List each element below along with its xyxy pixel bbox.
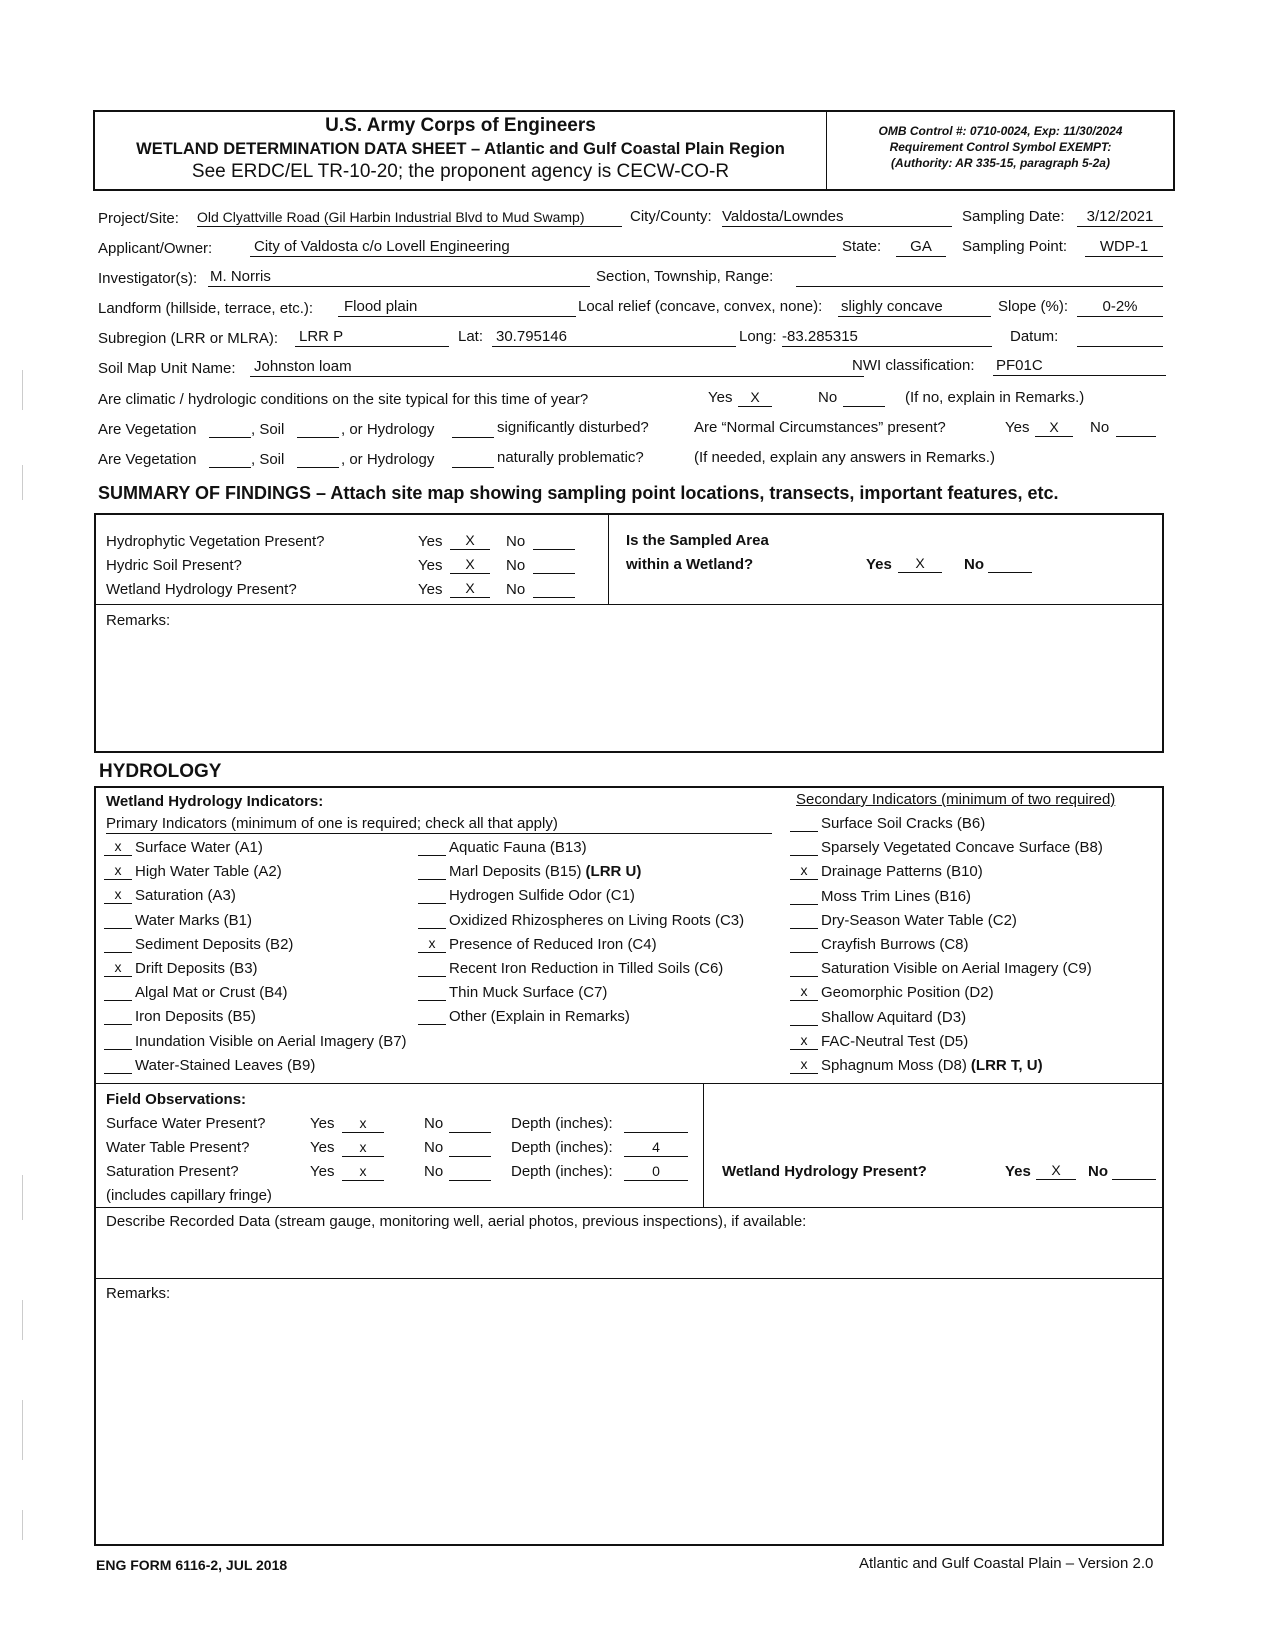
summary-divider bbox=[608, 513, 609, 605]
climatic-no-label: No bbox=[818, 389, 838, 406]
primary-indicator-label bbox=[135, 1033, 407, 1051]
hydrophytic-no-label: No bbox=[506, 533, 526, 550]
climatic-question: Are climatic / hydrologic conditions on the site typical for this time of year? bbox=[98, 391, 589, 408]
primary-indicator-text: Sediment Deposits (B2) bbox=[135, 935, 294, 953]
secondary-indicator-checkbox[interactable]: x bbox=[790, 1056, 818, 1074]
primary-indicator-checkbox[interactable] bbox=[418, 886, 446, 904]
secondary-indicator-label bbox=[821, 960, 1092, 978]
secondary-indicator-label bbox=[821, 936, 969, 954]
date-field[interactable]: 3/12/2021 bbox=[1077, 208, 1163, 227]
relief-label: Local relief (concave, convex, none): bbox=[578, 298, 823, 315]
secondary-indicator-checkbox[interactable] bbox=[790, 935, 818, 953]
subregion-field[interactable]: LRR P bbox=[295, 328, 449, 347]
normal-question: Are “Normal Circumstances” present? bbox=[694, 419, 946, 436]
secondary-indicator-label bbox=[821, 815, 985, 833]
sampled-area-question-1: Is the Sampled Area bbox=[626, 532, 769, 549]
primary-indicator-text: Water-Stained Leaves (B9) bbox=[135, 1056, 316, 1074]
state-label: State: bbox=[842, 238, 882, 255]
hydro-problematic-blank[interactable] bbox=[452, 451, 494, 468]
summary-remarks-label: Remarks: bbox=[106, 612, 171, 629]
hydrophytic-yes-mark[interactable]: X bbox=[450, 532, 490, 550]
primary-indicator-text: Recent Iron Reduction in Tilled Soils (C6) bbox=[449, 960, 724, 977]
sampled-yes-label: Yes bbox=[866, 556, 892, 573]
sampled-no-label: No bbox=[964, 556, 984, 573]
primary-indicator-label bbox=[449, 912, 744, 930]
water-table-no-mark[interactable] bbox=[449, 1139, 491, 1157]
primary-indicator-label bbox=[449, 984, 607, 1002]
saturation-label: Saturation Present? bbox=[106, 1163, 239, 1180]
soil-field[interactable]: Johnston loam bbox=[250, 358, 864, 377]
secondary-indicator-label bbox=[821, 1033, 968, 1051]
primary-indicator-label bbox=[449, 936, 657, 954]
primary-indicator-region-note: (LRR U) bbox=[585, 863, 642, 881]
field-obs-divider bbox=[703, 1083, 704, 1208]
omb-requirement: Requirement Control Symbol EXEMPT: bbox=[889, 140, 1112, 154]
city-label: City/County: bbox=[630, 208, 712, 225]
primary-indicator-checkbox[interactable]: x bbox=[104, 959, 132, 977]
investigator-field[interactable]: M. Norris bbox=[208, 268, 590, 287]
datum-field[interactable] bbox=[1077, 328, 1163, 347]
scan-mark bbox=[22, 465, 23, 500]
hydrology-remarks-area[interactable] bbox=[106, 1305, 1156, 1540]
wetland-hydrology-present-label: Wetland Hydrology Present? bbox=[722, 1163, 927, 1180]
hydric-soil-label: Hydric Soil Present? bbox=[106, 557, 242, 574]
section-label: Section, Township, Range: bbox=[596, 268, 774, 285]
saturation-depth[interactable]: 0 bbox=[624, 1163, 688, 1181]
lat-label: Lat: bbox=[458, 328, 484, 345]
secondary-indicator-checkbox[interactable] bbox=[790, 911, 818, 929]
primary-indicator-label bbox=[449, 1008, 630, 1026]
lat-field[interactable]: 30.795146 bbox=[492, 328, 736, 347]
state-field[interactable]: GA bbox=[896, 238, 946, 257]
primary-indicator-text: Algal Mat or Crust (B4) bbox=[135, 984, 288, 1002]
surface-water-label: Surface Water Present? bbox=[106, 1115, 266, 1132]
primary-indicator-checkbox[interactable]: x bbox=[104, 838, 132, 856]
normal-yes-mark[interactable]: X bbox=[1035, 419, 1073, 437]
hydrology-remarks-label: Remarks: bbox=[106, 1285, 171, 1302]
surface-water-depth-label: Depth (inches): bbox=[511, 1115, 613, 1132]
saturation-yes-mark[interactable]: x bbox=[342, 1163, 384, 1181]
capillary-note: (includes capillary fringe) bbox=[106, 1187, 272, 1204]
applicant-label: Applicant/Owner: bbox=[98, 240, 213, 257]
primary-indicator-label bbox=[135, 912, 252, 930]
wh-no-label: No bbox=[1088, 1163, 1108, 1180]
wh-no-mark[interactable] bbox=[1112, 1162, 1156, 1180]
saturation-depth-label: Depth (inches): bbox=[511, 1163, 613, 1180]
soil-q-label-2: , Soil bbox=[251, 451, 285, 468]
primary-indicator-label bbox=[135, 839, 263, 857]
describe-recorded-data-area[interactable] bbox=[106, 1234, 1156, 1274]
surface-water-no-label: No bbox=[424, 1115, 444, 1132]
primary-indicator-checkbox[interactable]: x bbox=[104, 862, 132, 880]
hydric-yes-label: Yes bbox=[418, 557, 443, 574]
wetland-hydrology-label: Wetland Hydrology Present? bbox=[106, 581, 297, 598]
climatic-no-mark[interactable] bbox=[843, 389, 885, 407]
secondary-indicator-text: Geomorphic Position (D2) bbox=[821, 984, 994, 1002]
primary-indicator-text: Saturation (A3) bbox=[135, 887, 236, 905]
primary-indicator-checkbox[interactable] bbox=[104, 1007, 132, 1025]
project-label: Project/Site: bbox=[98, 210, 179, 227]
soil-label: Soil Map Unit Name: bbox=[98, 360, 236, 377]
primary-indicator-text: Presence of Reduced Iron (C4) bbox=[449, 935, 657, 953]
climatic-yes-mark[interactable]: X bbox=[738, 389, 772, 407]
sampling-point-field[interactable]: WDP-1 bbox=[1085, 238, 1163, 257]
primary-indicator-text: Iron Deposits (B5) bbox=[135, 1008, 256, 1026]
normal-no-label: No bbox=[1090, 419, 1110, 436]
primary-indicator-label bbox=[135, 936, 293, 954]
wetland-hydrology-no-mark[interactable] bbox=[533, 580, 575, 598]
secondary-indicator-checkbox[interactable] bbox=[790, 838, 818, 856]
header-divider bbox=[826, 110, 827, 191]
primary-indicator-label bbox=[449, 887, 635, 905]
hydrology-heading: HYDROLOGY bbox=[99, 761, 222, 782]
form-number: ENG FORM 6116-2, JUL 2018 bbox=[96, 1557, 288, 1573]
summary-heading: SUMMARY OF FINDINGS – Attach site map showing sampling point locations, transects, important features, etc. bbox=[98, 483, 1059, 503]
primary-indicator-text: Other (Explain in Remarks) bbox=[449, 1008, 630, 1026]
hydrophytic-yes-label: Yes bbox=[418, 533, 443, 550]
indicators-title: Wetland Hydrology Indicators: bbox=[106, 793, 324, 810]
secondary-indicators-title: Secondary Indicators (minimum of two required) bbox=[796, 791, 1116, 808]
sampled-no-mark[interactable] bbox=[988, 555, 1032, 573]
primary-indicator-checkbox[interactable]: x bbox=[104, 886, 132, 904]
summary-remarks-area[interactable] bbox=[180, 610, 1155, 745]
describe-bottom-line bbox=[94, 1278, 1164, 1279]
wetland-hydrology-yes-mark[interactable]: X bbox=[450, 580, 490, 598]
investigator-label: Investigator(s): bbox=[98, 270, 198, 287]
omb-authority: (Authority: AR 335-15, paragraph 5-2a) bbox=[891, 156, 1110, 170]
sampled-yes-mark[interactable]: X bbox=[898, 555, 942, 573]
slope-label: Slope (%): bbox=[998, 298, 1069, 315]
surface-water-depth[interactable] bbox=[624, 1115, 688, 1133]
normal-no-mark[interactable] bbox=[1116, 419, 1156, 437]
date-label: Sampling Date: bbox=[962, 208, 1065, 225]
secondary-indicator-text: Moss Trim Lines (B16) bbox=[821, 887, 972, 905]
surface-water-no-mark[interactable] bbox=[449, 1115, 491, 1133]
primary-indicator-label bbox=[135, 960, 258, 978]
secondary-indicator-text: Sparsely Vegetated Concave Surface (B8) bbox=[821, 839, 1103, 857]
primary-indicator-label bbox=[449, 839, 587, 857]
wetland-hydrology-yes-label: Yes bbox=[418, 581, 443, 598]
hydro-disturbed-blank[interactable] bbox=[452, 421, 494, 438]
primary-indicator-text: Oxidized Rhizospheres on Living Roots (C3) bbox=[449, 911, 745, 929]
primary-indicator-label bbox=[135, 887, 236, 905]
primary-indicator-text: Thin Muck Surface (C7) bbox=[449, 984, 608, 1002]
veg-label-2: Are Vegetation bbox=[98, 451, 197, 468]
secondary-indicator-label bbox=[821, 863, 983, 881]
city-field[interactable]: Valdosta/Lowndes bbox=[722, 208, 952, 227]
veg-disturbed-blank[interactable] bbox=[209, 421, 251, 438]
water-table-depth-label: Depth (inches): bbox=[511, 1139, 613, 1156]
primary-indicator-checkbox[interactable] bbox=[104, 935, 132, 953]
secondary-indicator-checkbox[interactable]: x bbox=[790, 862, 818, 880]
secondary-indicator-checkbox[interactable] bbox=[790, 887, 818, 905]
nwi-field[interactable]: PF01C bbox=[993, 357, 1166, 376]
field-obs-top-line bbox=[94, 1083, 1164, 1084]
describe-recorded-data: Describe Recorded Data (stream gauge, monitoring well, aerial photos, previous inspections), if available: bbox=[106, 1213, 807, 1230]
wh-yes-mark[interactable]: X bbox=[1036, 1162, 1076, 1180]
summary-hline bbox=[94, 604, 1164, 605]
primary-indicator-text: Aquatic Fauna (B13) bbox=[449, 839, 587, 856]
sampled-area-question-2: within a Wetland? bbox=[626, 556, 754, 573]
secondary-indicator-text: Drainage Patterns (B10) bbox=[821, 863, 983, 881]
secondary-indicator-label bbox=[821, 839, 1103, 857]
scan-mark bbox=[22, 1510, 23, 1540]
primary-indicator-text: Marl Deposits (B15) bbox=[449, 863, 582, 881]
primary-indicator-text: High Water Table (A2) bbox=[135, 863, 282, 881]
applicant-field[interactable]: City of Valdosta c/o Lovell Engineering bbox=[250, 238, 836, 257]
secondary-indicator-checkbox[interactable]: x bbox=[790, 983, 818, 1001]
primary-indicator-label bbox=[135, 1008, 256, 1026]
secondary-indicator-text: Shallow Aquitard (D3) bbox=[821, 1008, 967, 1026]
water-table-no-label: No bbox=[424, 1139, 444, 1156]
primary-indicator-checkbox[interactable] bbox=[104, 911, 132, 929]
hydro-q-label: , or Hydrology bbox=[341, 421, 435, 438]
disturbed-text: significantly disturbed? bbox=[497, 419, 649, 436]
soil-problematic-blank[interactable] bbox=[297, 451, 339, 468]
hydrophytic-no-mark[interactable] bbox=[533, 532, 575, 550]
primary-indicator-label bbox=[449, 960, 723, 978]
surface-water-yes-label: Yes bbox=[310, 1115, 335, 1132]
secondary-indicator-text: Dry-Season Water Table (C2) bbox=[821, 911, 1017, 929]
veg-label: Are Vegetation bbox=[98, 421, 197, 438]
primary-indicator-text: Inundation Visible on Aerial Imagery (B7) bbox=[135, 1032, 407, 1050]
secondary-indicator-checkbox[interactable] bbox=[790, 814, 818, 832]
secondary-indicator-label bbox=[821, 912, 1017, 930]
primary-indicator-text: Drift Deposits (B3) bbox=[135, 960, 258, 977]
primary-indicator-text: Hydrogen Sulfide Odor (C1) bbox=[449, 887, 635, 905]
scan-mark bbox=[22, 1400, 23, 1460]
secondary-indicator-text: Surface Soil Cracks (B6) bbox=[821, 815, 986, 832]
secondary-indicator-label bbox=[821, 1009, 966, 1027]
primary-indicator-checkbox[interactable] bbox=[418, 838, 446, 856]
slope-field[interactable]: 0-2% bbox=[1077, 298, 1163, 317]
point-label: Sampling Point: bbox=[962, 238, 1068, 255]
water-table-label: Water Table Present? bbox=[106, 1139, 250, 1156]
saturation-no-label: No bbox=[424, 1163, 444, 1180]
form-title: WETLAND DETERMINATION DATA SHEET – Atlantic and Gulf Coastal Plain Region bbox=[136, 140, 785, 158]
primary-indicator-label bbox=[135, 1057, 315, 1075]
nwi-label: NWI classification: bbox=[852, 357, 975, 374]
wh-yes-label: Yes bbox=[1005, 1163, 1031, 1180]
secondary-indicator-checkbox[interactable]: x bbox=[790, 1032, 818, 1050]
water-table-depth[interactable]: 4 bbox=[624, 1139, 688, 1157]
water-table-yes-mark[interactable]: x bbox=[342, 1139, 384, 1157]
primary-indicator-text: Water Marks (B1) bbox=[135, 911, 252, 929]
water-table-yes-label: Yes bbox=[310, 1139, 335, 1156]
primary-indicator-label bbox=[449, 863, 641, 881]
primary-indicator-checkbox[interactable] bbox=[418, 911, 446, 929]
surface-water-yes-mark[interactable]: x bbox=[342, 1115, 384, 1133]
normal-yes-label: Yes bbox=[1005, 419, 1030, 436]
secondary-indicator-label bbox=[821, 1057, 1043, 1075]
climatic-note: (If no, explain in Remarks.) bbox=[905, 389, 1085, 406]
section-field[interactable] bbox=[796, 268, 1163, 287]
form-subtitle: See ERDC/EL TR-10-20; the proponent agency is CECW-CO-R bbox=[191, 161, 730, 182]
secondary-indicator-text: Sphagnum Moss (D8) bbox=[821, 1057, 967, 1074]
hydric-yes-mark[interactable]: X bbox=[450, 556, 490, 574]
primary-indicator-checkbox[interactable] bbox=[418, 1007, 446, 1025]
long-field[interactable]: -83.285315 bbox=[782, 328, 992, 347]
primary-indicator-text: Surface Water (A1) bbox=[135, 839, 263, 856]
field-obs-bottom-line bbox=[94, 1207, 1164, 1208]
saturation-yes-label: Yes bbox=[310, 1163, 335, 1180]
subregion-label: Subregion (LRR or MLRA): bbox=[98, 330, 279, 347]
climatic-yes-label: Yes bbox=[708, 389, 733, 406]
primary-indicator-checkbox[interactable] bbox=[418, 862, 446, 880]
primary-indicator-checkbox[interactable] bbox=[418, 959, 446, 977]
secondary-indicator-region-note: (LRR T, U) bbox=[970, 1057, 1043, 1074]
soil-q-label: , Soil bbox=[251, 421, 285, 438]
field-observations-title: Field Observations: bbox=[106, 1091, 247, 1108]
primary-indicator-checkbox[interactable] bbox=[104, 1056, 132, 1074]
primary-indicator-checkbox[interactable] bbox=[104, 983, 132, 1001]
hydric-no-mark[interactable] bbox=[533, 556, 575, 574]
long-label: Long: bbox=[739, 328, 777, 345]
relief-field[interactable]: slighly concave bbox=[838, 298, 991, 317]
scan-mark bbox=[22, 1300, 23, 1340]
hydric-no-label: No bbox=[506, 557, 526, 574]
omb-control: OMB Control #: 0710-0024, Exp: 11/30/2024 bbox=[878, 124, 1123, 138]
primary-indicators-title: Primary Indicators (minimum of one is required; check all that apply) bbox=[106, 815, 772, 834]
wetland-hydrology-no-label: No bbox=[506, 581, 526, 598]
primary-indicator-label bbox=[135, 984, 288, 1002]
landform-label: Landform (hillside, terrace, etc.): bbox=[98, 300, 314, 317]
saturation-no-mark[interactable] bbox=[449, 1163, 491, 1181]
landform-field[interactable]: Flood plain bbox=[338, 298, 576, 317]
veg-problematic-blank[interactable] bbox=[209, 451, 251, 468]
secondary-indicator-text: Saturation Visible on Aerial Imagery (C9) bbox=[821, 960, 1092, 978]
hydro-q-label-2: , or Hydrology bbox=[341, 451, 435, 468]
secondary-indicator-checkbox[interactable] bbox=[790, 959, 818, 977]
secondary-indicator-label bbox=[821, 984, 994, 1002]
primary-indicator-label bbox=[135, 863, 282, 881]
soil-disturbed-blank[interactable] bbox=[297, 421, 339, 438]
secondary-indicator-text: Crayfish Burrows (C8) bbox=[821, 936, 969, 953]
agency-title: U.S. Army Corps of Engineers bbox=[325, 115, 596, 136]
explain-note: (If needed, explain any answers in Remarks.) bbox=[694, 449, 995, 466]
primary-indicator-checkbox[interactable] bbox=[418, 983, 446, 1001]
secondary-indicator-checkbox[interactable] bbox=[790, 1008, 818, 1026]
scan-mark bbox=[22, 370, 23, 410]
datum-label: Datum: bbox=[1010, 328, 1059, 345]
secondary-indicator-label bbox=[821, 888, 971, 906]
hydrophytic-label: Hydrophytic Vegetation Present? bbox=[106, 533, 325, 550]
form-version: Atlantic and Gulf Coastal Plain – Version 2.0 bbox=[859, 1555, 1154, 1572]
scan-mark bbox=[22, 1175, 23, 1220]
primary-indicator-checkbox[interactable]: x bbox=[418, 935, 446, 953]
problematic-text: naturally problematic? bbox=[497, 449, 644, 466]
secondary-indicator-text: FAC-Neutral Test (D5) bbox=[821, 1032, 969, 1050]
primary-indicator-checkbox[interactable] bbox=[104, 1032, 132, 1050]
project-field[interactable]: Old Clyattville Road (Gil Harbin Industrial Blvd to Mud Swamp) bbox=[197, 208, 622, 227]
